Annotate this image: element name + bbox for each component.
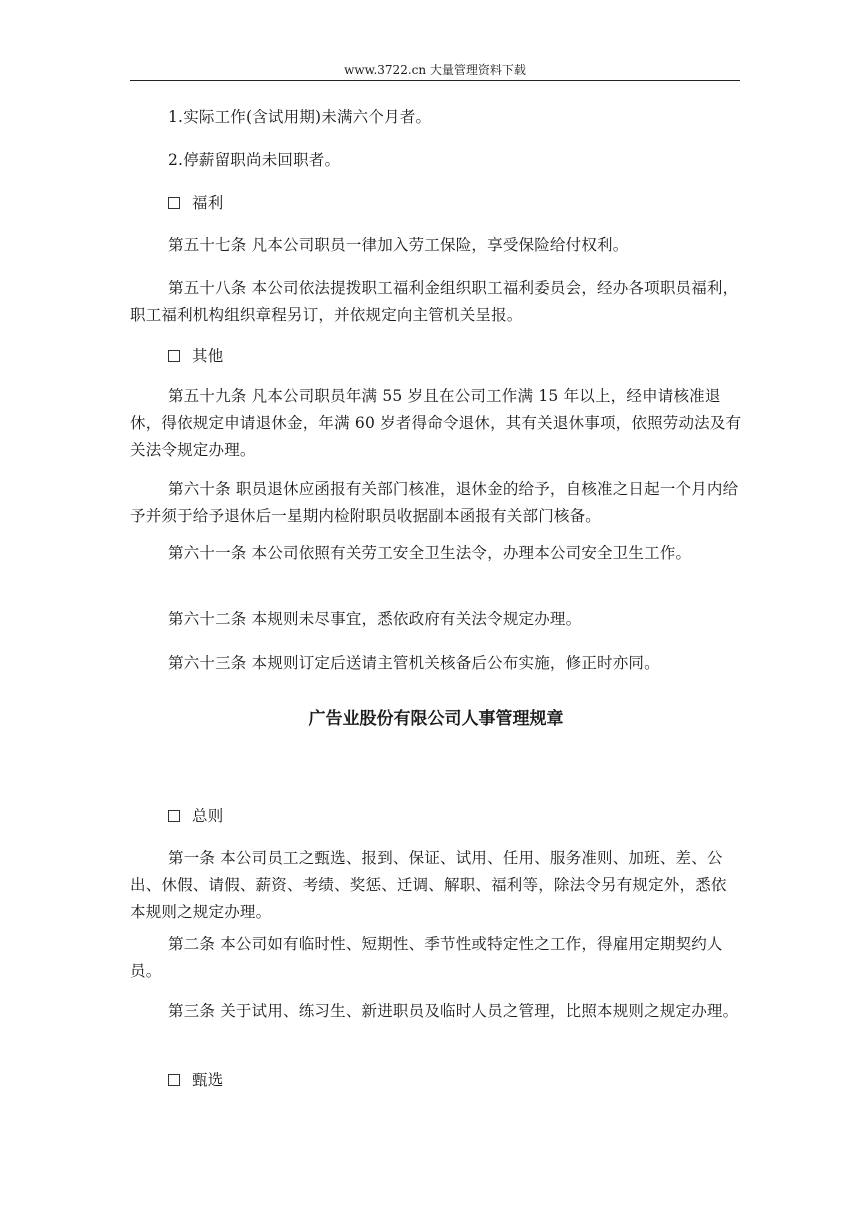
- document-title: 广告业股份有限公司人事管理规章: [308, 709, 564, 729]
- section-general-label: 总则: [192, 807, 224, 825]
- section-general: [168, 803, 780, 830]
- article-62: 第六十二条 本规则未尽事宜，悉依政府有关法令规定办理。: [168, 610, 582, 628]
- article-2: 第二条 本公司如有临时性、短期性、季节性或特定性之工作，得雇用定期契约人员。: [130, 935, 723, 980]
- checkbox-icon: [168, 197, 180, 209]
- checkbox-icon: [168, 350, 180, 362]
- checkbox-icon: [168, 1074, 180, 1086]
- article-57: 第五十七条 凡本公司职员一律加入劳工保险，享受保险给付权利。: [168, 236, 629, 254]
- article-59: 第五十九条 凡本公司职员年满 55 岁且在公司工作满 15 年以上，经申请核准退休，得依规定申请退休金，年满 60 岁者得命令退休，其有关退休事项，依照劳动法及有关法令规定办理。: [130, 387, 742, 459]
- section-selection-label: 甄选: [192, 1071, 224, 1089]
- section-selection: [168, 1067, 780, 1094]
- section-welfare-label: 福利: [192, 194, 224, 212]
- page-header: www.3722.cn 大量管理资料下载: [344, 63, 526, 77]
- section-other-label: 其他: [192, 347, 224, 365]
- section-other: [168, 343, 780, 370]
- article-3: 第三条 关于试用、练习生、新进职员及临时人员之管理，比照本规则之规定办理。: [168, 1002, 739, 1020]
- article-1: 第一条 本公司员工之甄选、报到、保证、试用、任用、服务准则、加班、差、公出、休假、请假、薪资、考绩、奖惩、迁调、解职、福利等，除法令另有规定外，悉依本规则之规定办理。: [130, 849, 727, 921]
- item-1: 1.实际工作(含试用期)未满六个月者。: [168, 108, 432, 126]
- item-2: 2.停薪留职尚未回职者。: [168, 151, 341, 169]
- article-63: 第六十三条 本规则订定后送请主管机关核备后公布实施，修正时亦同。: [168, 654, 660, 672]
- section-welfare: [168, 190, 780, 217]
- checkbox-icon: [168, 810, 180, 822]
- article-61: 第六十一条 本公司依照有关劳工安全卫生法令，办理本公司安全卫生工作。: [168, 544, 692, 562]
- article-58: 第五十八条 本公司依法提拨职工福利金组织职工福利委员会，经办各项职员福利，职工福利机构组织章程另订，并依规定向主管机关呈报。: [130, 279, 739, 324]
- article-60: 第六十条 职员退休应函报有关部门核准，退休金的给予，自核准之日起一个月内给予并须于给予退休后一星期内检附职员收据副本函报有关部门核备。: [130, 480, 739, 525]
- header-divider: [130, 80, 740, 81]
